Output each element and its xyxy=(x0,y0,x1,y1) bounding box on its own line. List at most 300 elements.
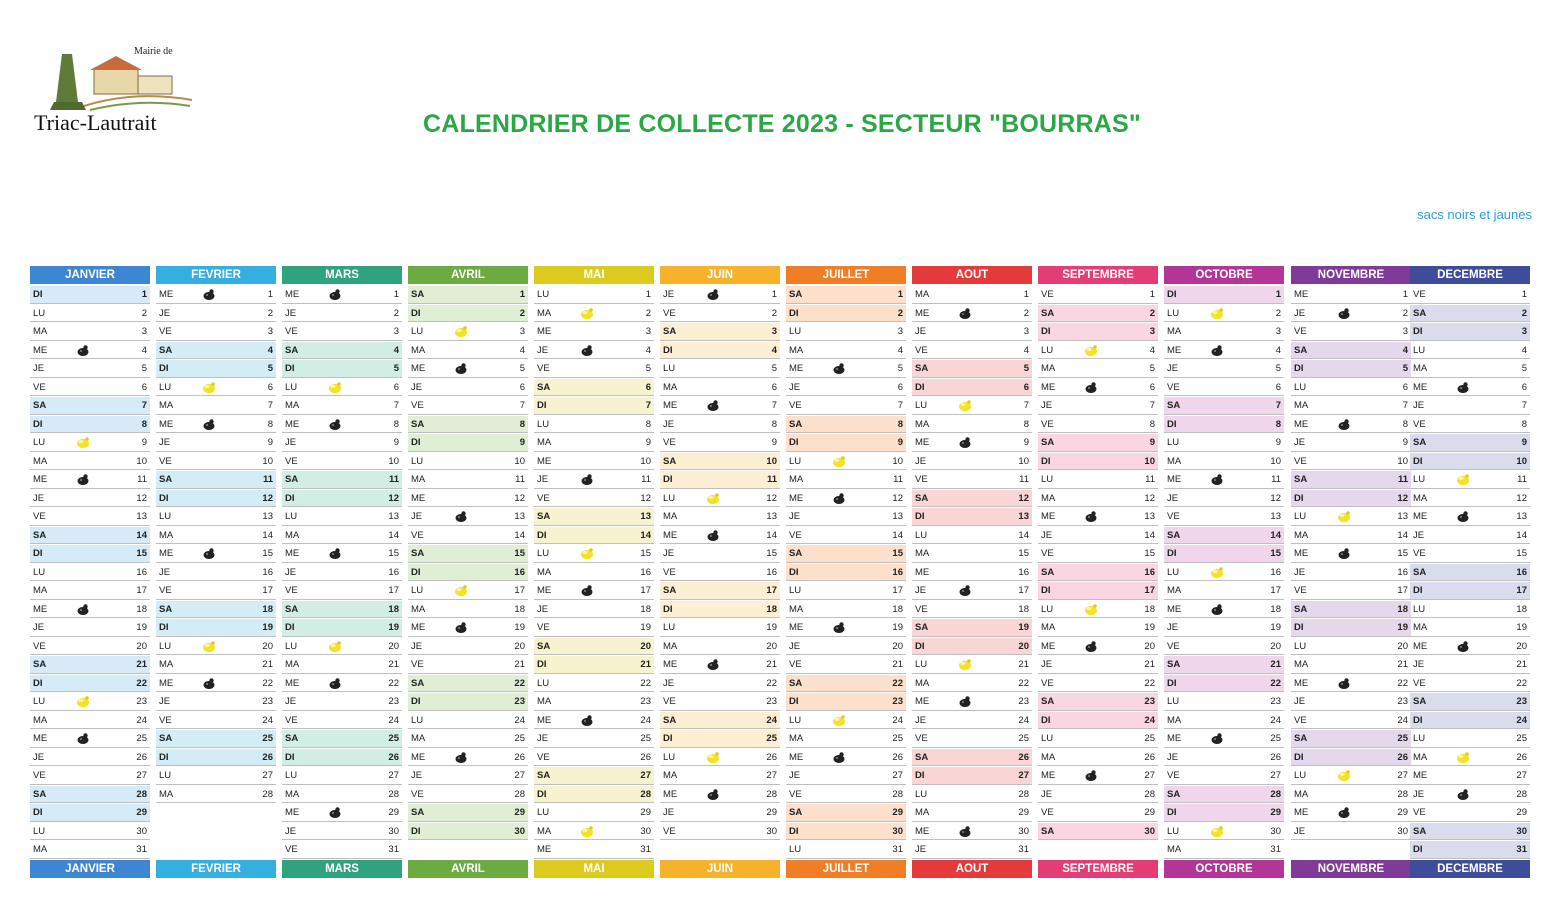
day-name: JE xyxy=(411,770,423,781)
black-bag-icon xyxy=(1210,731,1224,745)
day-row xyxy=(1291,749,1411,767)
day-number: 27 xyxy=(1018,770,1029,781)
day-row xyxy=(1164,619,1284,637)
day-number: 27 xyxy=(262,770,273,781)
day-name: ME xyxy=(537,714,552,726)
day-row xyxy=(1164,730,1284,748)
day-number: 11 xyxy=(641,474,651,485)
day-row xyxy=(660,416,780,434)
day-row xyxy=(1038,786,1158,804)
day-row xyxy=(1038,804,1158,822)
day-row xyxy=(408,823,528,841)
day-number: 29 xyxy=(1144,807,1155,818)
day-name: JE xyxy=(411,381,423,393)
day-name: DI xyxy=(1041,326,1051,337)
day-row xyxy=(786,693,906,711)
day-number: 29 xyxy=(1270,807,1281,818)
day-name: VE xyxy=(663,307,676,319)
day-row xyxy=(534,675,654,693)
day-number: 11 xyxy=(1019,474,1029,485)
day-row xyxy=(786,527,906,545)
day-name: JE xyxy=(663,548,675,559)
day-row xyxy=(1410,767,1530,785)
day-number: 14 xyxy=(388,529,399,541)
day-row xyxy=(786,601,906,619)
day-row xyxy=(30,693,150,711)
day-row xyxy=(660,286,780,304)
day-number: 10 xyxy=(1270,455,1281,467)
day-number: 17 xyxy=(262,585,273,596)
day-number: 9 xyxy=(645,437,651,448)
day-row xyxy=(1291,656,1411,674)
day-row xyxy=(282,471,402,489)
day-number: 30 xyxy=(136,825,147,837)
day-name: ME xyxy=(915,307,930,319)
day-row xyxy=(1164,804,1284,822)
day-row xyxy=(30,397,150,415)
day-row xyxy=(1038,305,1158,323)
day-number: 5 xyxy=(771,363,777,374)
day-name: LU xyxy=(1167,566,1180,578)
black-bag-icon xyxy=(328,805,342,819)
black-bag-icon xyxy=(580,583,594,597)
day-number: 9 xyxy=(1521,437,1527,448)
month-footer: FEVRIER xyxy=(156,860,276,878)
day-number: 8 xyxy=(771,418,777,430)
day-row xyxy=(1291,693,1411,711)
day-row xyxy=(156,527,276,545)
day-row xyxy=(912,305,1032,323)
day-number: 27 xyxy=(892,770,903,781)
day-name: ME xyxy=(285,548,300,559)
day-row xyxy=(1164,638,1284,656)
day-name: VE xyxy=(33,770,46,781)
day-name: DI xyxy=(1294,492,1304,504)
black-bag-icon xyxy=(706,657,720,671)
day-name: ME xyxy=(915,696,930,707)
day-name: ME xyxy=(537,844,552,855)
day-row xyxy=(30,786,150,804)
day-row xyxy=(1038,490,1158,508)
yellow-bag-icon xyxy=(76,694,90,708)
day-number: 2 xyxy=(141,307,147,319)
day-number: 13 xyxy=(1397,511,1408,522)
day-row xyxy=(156,730,276,748)
day-number: 21 xyxy=(640,659,651,670)
day-row xyxy=(1164,286,1284,304)
day-name: VE xyxy=(537,492,550,504)
day-row xyxy=(282,804,402,822)
day-number: 13 xyxy=(1516,511,1527,522)
day-number: 24 xyxy=(1270,714,1281,726)
day-number: 1 xyxy=(1402,289,1408,300)
day-row xyxy=(1291,342,1411,360)
day-number: 28 xyxy=(640,788,651,800)
day-row xyxy=(30,453,150,471)
day-number: 17 xyxy=(136,585,147,596)
day-name: MA xyxy=(1294,529,1309,541)
day-name: VE xyxy=(159,455,172,467)
day-number: 8 xyxy=(141,418,147,430)
day-name: ME xyxy=(285,677,300,689)
day-number: 11 xyxy=(766,474,777,485)
day-name: ME xyxy=(1294,548,1309,559)
yellow-bag-icon xyxy=(706,491,720,505)
day-row xyxy=(786,286,906,304)
day-number: 20 xyxy=(766,640,777,652)
yellow-bag-icon xyxy=(1337,768,1351,782)
day-name: MA xyxy=(411,474,426,485)
day-name: JE xyxy=(663,677,675,689)
day-name: VE xyxy=(411,529,424,541)
day-name: ME xyxy=(537,455,552,467)
day-name: MA xyxy=(1167,455,1182,467)
day-name: MA xyxy=(159,788,174,800)
black-bag-icon xyxy=(1337,417,1351,431)
day-row xyxy=(534,823,654,841)
day-row xyxy=(1164,767,1284,785)
day-row xyxy=(786,564,906,582)
day-row xyxy=(912,286,1032,304)
day-name: LU xyxy=(159,770,172,781)
day-name: DI xyxy=(537,659,547,670)
day-row xyxy=(282,397,402,415)
day-number: 13 xyxy=(514,511,525,522)
day-number: 5 xyxy=(1149,363,1155,374)
day-number: 19 xyxy=(136,622,147,633)
day-row xyxy=(534,656,654,674)
day-row xyxy=(282,379,402,397)
day-name: VE xyxy=(1041,677,1054,689)
day-name: SA xyxy=(285,474,299,485)
day-name: VE xyxy=(285,714,298,726)
day-row xyxy=(786,545,906,563)
day-name: JE xyxy=(1413,788,1425,800)
day-row xyxy=(408,508,528,526)
month-days xyxy=(282,286,402,860)
day-name: DI xyxy=(285,622,295,633)
day-name: DI xyxy=(285,363,295,374)
day-name: SA xyxy=(537,511,551,522)
day-row xyxy=(786,508,906,526)
day-number: 18 xyxy=(892,603,903,615)
day-row xyxy=(1410,416,1530,434)
day-number: 15 xyxy=(388,548,399,559)
day-row xyxy=(1410,360,1530,378)
month-header: AOUT xyxy=(912,266,1032,284)
day-name: JE xyxy=(663,289,675,300)
day-number: 3 xyxy=(267,326,273,337)
day-number: 6 xyxy=(645,381,651,393)
day-row xyxy=(1291,360,1411,378)
day-name: MA xyxy=(663,770,678,781)
day-number: 10 xyxy=(388,455,399,467)
day-name: MA xyxy=(1041,751,1056,763)
day-number: 5 xyxy=(519,363,525,374)
day-name: SA xyxy=(1413,696,1427,707)
month-column xyxy=(282,266,402,875)
day-number: 20 xyxy=(1144,640,1155,652)
day-name: LU xyxy=(789,844,802,855)
day-number: 6 xyxy=(1402,381,1408,393)
day-row xyxy=(1410,508,1530,526)
day-name: LU xyxy=(285,511,298,522)
day-row xyxy=(1038,342,1158,360)
day-number: 18 xyxy=(640,603,651,615)
day-row xyxy=(1291,582,1411,600)
day-name: SA xyxy=(663,455,677,467)
day-row xyxy=(534,342,654,360)
day-number: 1 xyxy=(1023,289,1029,300)
day-number: 6 xyxy=(519,381,525,393)
day-number: 5 xyxy=(1402,363,1408,374)
day-name: JE xyxy=(1041,659,1053,670)
day-row xyxy=(912,730,1032,748)
day-name: DI xyxy=(33,807,43,818)
day-number: 12 xyxy=(892,492,903,504)
day-name: DI xyxy=(1167,548,1177,559)
day-name: MA xyxy=(1041,622,1056,633)
day-name: SA xyxy=(285,344,299,356)
day-row xyxy=(156,397,276,415)
day-name: ME xyxy=(663,529,678,541)
day-name: MA xyxy=(33,844,48,855)
day-row xyxy=(660,527,780,545)
day-name: LU xyxy=(789,714,802,726)
day-name: VE xyxy=(159,714,172,726)
day-row xyxy=(1164,416,1284,434)
day-name: VE xyxy=(285,326,298,337)
black-bag-icon xyxy=(958,824,972,838)
day-row xyxy=(912,397,1032,415)
day-row xyxy=(408,434,528,452)
day-name: DI xyxy=(411,696,421,707)
day-number: 19 xyxy=(1397,622,1408,633)
day-row xyxy=(660,508,780,526)
day-name: SA xyxy=(789,289,803,300)
day-row xyxy=(1038,619,1158,637)
day-name: MA xyxy=(1167,585,1182,596)
day-name: VE xyxy=(33,511,46,522)
day-row xyxy=(1410,453,1530,471)
day-row xyxy=(1038,323,1158,341)
day-number: 21 xyxy=(1270,659,1281,670)
day-name: JE xyxy=(1167,363,1179,374)
day-name: VE xyxy=(411,659,424,670)
day-name: ME xyxy=(789,492,804,504)
day-name: SA xyxy=(411,548,425,559)
day-name: DI xyxy=(1167,807,1177,818)
day-name: JE xyxy=(33,622,45,633)
month-footer: JUIN xyxy=(660,860,780,878)
day-name: SA xyxy=(1167,788,1181,800)
day-row xyxy=(1410,712,1530,730)
day-row xyxy=(1410,730,1530,748)
day-row xyxy=(912,823,1032,841)
day-number: 14 xyxy=(892,529,903,541)
day-row xyxy=(534,582,654,600)
day-row xyxy=(912,786,1032,804)
day-number: 17 xyxy=(514,585,525,596)
month-days xyxy=(1410,286,1530,860)
day-row xyxy=(408,453,528,471)
day-number: 10 xyxy=(1516,455,1527,467)
day-name: VE xyxy=(1294,585,1307,596)
day-name: MA xyxy=(537,437,552,448)
day-row xyxy=(786,712,906,730)
day-row xyxy=(1410,305,1530,323)
day-number: 16 xyxy=(388,566,399,578)
black-bag-icon xyxy=(454,361,468,375)
day-row xyxy=(1291,453,1411,471)
month-footer: JANVIER xyxy=(30,860,150,878)
day-row xyxy=(660,749,780,767)
day-number: 3 xyxy=(393,326,399,337)
day-number: 13 xyxy=(1018,511,1029,522)
day-number: 16 xyxy=(640,566,651,578)
day-row xyxy=(1164,749,1284,767)
day-row xyxy=(660,619,780,637)
day-number: 10 xyxy=(1397,455,1408,467)
day-name: SA xyxy=(915,751,929,763)
day-number: 15 xyxy=(640,548,651,559)
yellow-bag-icon xyxy=(454,583,468,597)
day-name: SA xyxy=(159,474,173,485)
day-row xyxy=(1164,841,1284,859)
day-row xyxy=(282,656,402,674)
day-name: DI xyxy=(411,437,421,448)
day-row xyxy=(1164,305,1284,323)
day-number: 12 xyxy=(1018,492,1029,504)
day-number: 1 xyxy=(393,289,399,300)
day-number: 15 xyxy=(1516,548,1527,559)
day-row xyxy=(30,286,150,304)
day-name: ME xyxy=(1413,511,1428,522)
day-row xyxy=(408,564,528,582)
black-bag-icon xyxy=(832,620,846,634)
day-name: DI xyxy=(915,640,925,652)
day-number: 20 xyxy=(640,640,651,652)
day-row xyxy=(156,342,276,360)
black-bag-icon xyxy=(832,361,846,375)
yellow-bag-icon xyxy=(958,398,972,412)
day-row xyxy=(282,490,402,508)
day-row xyxy=(1410,601,1530,619)
day-number: 4 xyxy=(771,344,777,356)
day-name: SA xyxy=(1294,344,1308,356)
day-number: 20 xyxy=(262,640,273,652)
day-row xyxy=(1164,471,1284,489)
day-row xyxy=(1164,601,1284,619)
day-name: DI xyxy=(285,751,295,763)
day-row xyxy=(534,360,654,378)
day-row xyxy=(1291,804,1411,822)
day-number: 13 xyxy=(262,511,273,522)
day-row xyxy=(534,804,654,822)
day-row xyxy=(786,379,906,397)
day-name: ME xyxy=(663,788,678,800)
day-name: SA xyxy=(33,529,47,541)
day-name: LU xyxy=(1041,474,1054,485)
day-row xyxy=(408,545,528,563)
black-bag-icon xyxy=(202,417,216,431)
day-number: 26 xyxy=(514,751,525,763)
day-number: 10 xyxy=(1018,455,1029,467)
day-name: JE xyxy=(159,696,171,707)
day-number: 8 xyxy=(645,418,651,430)
day-number: 13 xyxy=(892,511,903,522)
day-name: DI xyxy=(159,622,169,633)
day-row xyxy=(660,767,780,785)
day-name: JE xyxy=(285,825,297,837)
day-number: 10 xyxy=(262,455,273,467)
day-name: SA xyxy=(1413,437,1427,448)
black-bag-icon xyxy=(454,750,468,764)
black-bag-icon xyxy=(454,620,468,634)
day-number: 23 xyxy=(1516,696,1527,707)
day-name: MA xyxy=(1413,751,1428,763)
black-bag-icon xyxy=(328,676,342,690)
day-number: 17 xyxy=(892,585,903,596)
day-row xyxy=(1291,305,1411,323)
day-number: 6 xyxy=(1023,381,1029,393)
month-column xyxy=(1410,266,1530,875)
day-row xyxy=(408,490,528,508)
day-number: 27 xyxy=(1397,770,1408,781)
day-row xyxy=(156,305,276,323)
day-row xyxy=(1410,656,1530,674)
day-number: 24 xyxy=(766,714,777,726)
day-number: 22 xyxy=(514,677,525,689)
day-number: 26 xyxy=(136,751,147,763)
day-name: MA xyxy=(33,585,48,596)
day-row xyxy=(30,582,150,600)
day-row xyxy=(30,527,150,545)
day-name: DI xyxy=(1167,289,1177,300)
day-number: 11 xyxy=(1397,474,1408,485)
day-row xyxy=(156,453,276,471)
day-name: DI xyxy=(33,548,43,559)
day-number: 15 xyxy=(1018,548,1029,559)
day-row xyxy=(408,379,528,397)
day-row xyxy=(408,416,528,434)
day-number: 24 xyxy=(262,714,273,726)
day-name: SA xyxy=(411,677,425,689)
day-number: 8 xyxy=(1402,418,1408,430)
day-number: 22 xyxy=(1397,677,1408,689)
day-row xyxy=(282,619,402,637)
day-row xyxy=(786,416,906,434)
black-bag-icon xyxy=(76,731,90,745)
day-number: 4 xyxy=(1402,344,1408,356)
day-row xyxy=(1038,545,1158,563)
day-number: 7 xyxy=(645,400,651,411)
day-row xyxy=(1410,693,1530,711)
day-row xyxy=(1410,434,1530,452)
day-row xyxy=(282,601,402,619)
day-row xyxy=(660,471,780,489)
day-row xyxy=(1164,545,1284,563)
day-row xyxy=(408,749,528,767)
yellow-bag-icon xyxy=(202,380,216,394)
day-row xyxy=(1410,564,1530,582)
day-row xyxy=(660,656,780,674)
day-name: SA xyxy=(1041,825,1055,837)
day-row xyxy=(1291,675,1411,693)
day-row xyxy=(30,767,150,785)
day-row xyxy=(408,323,528,341)
day-number: 6 xyxy=(393,381,399,393)
